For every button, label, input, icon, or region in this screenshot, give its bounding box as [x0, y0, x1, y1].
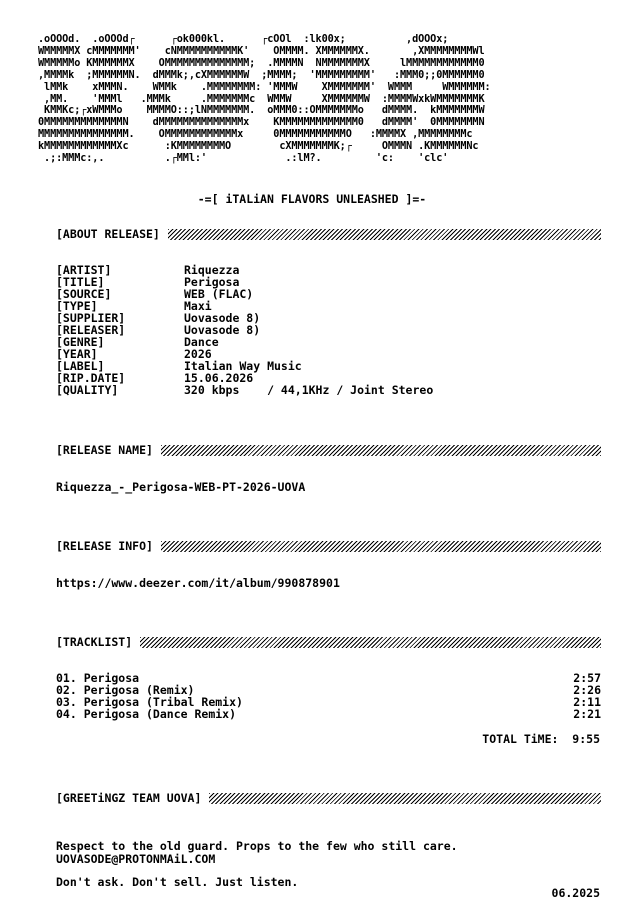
tracklist — [56, 672, 601, 720]
total-time: TOTAL TiME: 9:55 — [482, 732, 600, 746]
section-header-about — [56, 227, 601, 241]
section-header-greetings — [56, 791, 601, 805]
section-title-release-name: [RELEASE NAME] — [56, 443, 153, 457]
section-header-tracklist — [56, 635, 601, 649]
field-value: 15.06.2026 — [184, 371, 254, 385]
field-key: [YEAR] — [56, 347, 98, 361]
hatch-divider — [209, 793, 601, 804]
field-value: Perigosa — [184, 275, 240, 289]
field-value: 2026 — [184, 347, 212, 361]
field-value: Dance — [184, 335, 219, 349]
section-title-greetings: [GREETiNGZ TEAM UOVA] — [56, 791, 202, 805]
field-value: Maxi — [184, 299, 212, 313]
field-key: [ARTIST] — [56, 263, 112, 277]
tagline: -=[ iTALiAN FLAVORS UNLEASHED ]=- — [197, 192, 427, 206]
field-key: [TITLE] — [56, 275, 105, 289]
field-key: [RIP.DATE] — [56, 371, 126, 385]
field-value: WEB (FLAC) — [184, 287, 254, 301]
section-title-release-info: [RELEASE INFO] — [56, 539, 153, 553]
ascii-logo: .oOOOd. .oOOOd┌ ┌ok000kl. ┌cOOl :lk00x; ,dOOOx; WMMMMMX cMMMMMMM' cNMMMMMMMMMMK' OMMMM. XMMMMMMX. ,XMMMMMMMMWl WMMMMMo KMMMMMMX OMMMMMMMMMMMMMM; .MMMMN NMMMMMMMX lMMMMMMMMMMMM0 ,MMMMk ;MMMMMMN. dMMMk;,cXMMMMMMW ;MMMM; 'MMMMMMMMM' :MMM0;;0MMMMMM0 lMMk xMMMN. WMMk .MMMMMMMM: 'MMMW XMMMMMMM' WMMM WMMMMMM: ,MM. 'MMMl .MMMk .MMMMMMMc WMMW XMMMMMMW :MMMMWxkWMMMMMMMK KMMKc;┌xWMMMo MMMMO::;lNMMMMMMM. oMMM0::OMMMMMMMo dMMMM. kMMMMMMMW 0MMMMMMMMMMMMMN dMMMMMMMMMMMMMMx KMMMMMMMMMMMMM0 dMMMM' 0MMMMMMMN MMMMMMMMMMMMMMM. OMMMMMMMMMMMMx 0MMMMMMMMMMMO :MMMMX ,MMMMMMMMc kMMMMMMMMMMMMXc :KMMMMMMMMO cXMMMMMMMK;┌ OMMMN .KMMMMMMNc .;:MMMc:,. .┌MMl:' .:lM?. 'c: 'clc' — [38, 34, 491, 165]
track-length: 2:11 — [573, 695, 601, 709]
track-title: 01. Perigosa — [56, 671, 140, 685]
track-row — [56, 708, 601, 720]
greetings-line: Don't ask. Don't sell. Just listen. — [56, 875, 299, 889]
track-length: 2:57 — [573, 671, 601, 685]
release-url-link[interactable]: https://www.deezer.com/it/album/990878901 — [56, 576, 340, 590]
field-row-releaser — [56, 324, 433, 336]
field-key: [TYPE] — [56, 299, 98, 313]
track-length: 2:26 — [573, 683, 601, 697]
track-title: 04. Perigosa (Dance Remix) — [56, 707, 237, 721]
field-key: [RELEASER] — [56, 323, 126, 337]
section-header-release-info — [56, 539, 601, 553]
section-header-release-name — [56, 443, 601, 457]
hatch-divider — [140, 637, 601, 648]
field-value: Italian Way Music — [184, 359, 302, 373]
section-title-about: [ABOUT RELEASE] — [56, 227, 160, 241]
section-title-tracklist: [TRACKLIST] — [56, 635, 133, 649]
release-name-text: Riquezza_-_Perigosa-WEB-PT-2026-UOVA — [56, 480, 306, 494]
field-key: [SOURCE] — [56, 287, 112, 301]
field-row-source — [56, 288, 433, 300]
track-title: 03. Perigosa (Tribal Remix) — [56, 695, 243, 709]
hatch-divider — [168, 229, 601, 240]
greetings-line: Respect to the old guard. Props to the few who still care. — [56, 839, 458, 853]
field-value: Riquezza — [184, 263, 240, 277]
hatch-divider — [161, 541, 601, 552]
track-length: 2:21 — [573, 707, 601, 721]
field-value: Uovasode 8) — [184, 323, 261, 337]
release-date: 06.2025 — [551, 886, 600, 900]
field-row-quality — [56, 384, 433, 396]
track-title: 02. Perigosa (Remix) — [56, 683, 195, 697]
field-key: [SUPPLIER] — [56, 311, 126, 325]
release-fields — [56, 264, 433, 396]
field-key: [QUALITY] — [56, 383, 119, 397]
field-key: [GENRE] — [56, 335, 105, 349]
field-value: 320 kbps / 44,1KHz / Joint Stereo — [184, 383, 434, 397]
field-row-genre — [56, 336, 433, 348]
field-value: Uovasode 8) — [184, 311, 261, 325]
contact-email[interactable]: UOVASODE@PROTONMAiL.COM — [56, 852, 216, 866]
hatch-divider — [161, 445, 601, 456]
field-key: [LABEL] — [56, 359, 105, 373]
field-row-artist — [56, 264, 433, 276]
